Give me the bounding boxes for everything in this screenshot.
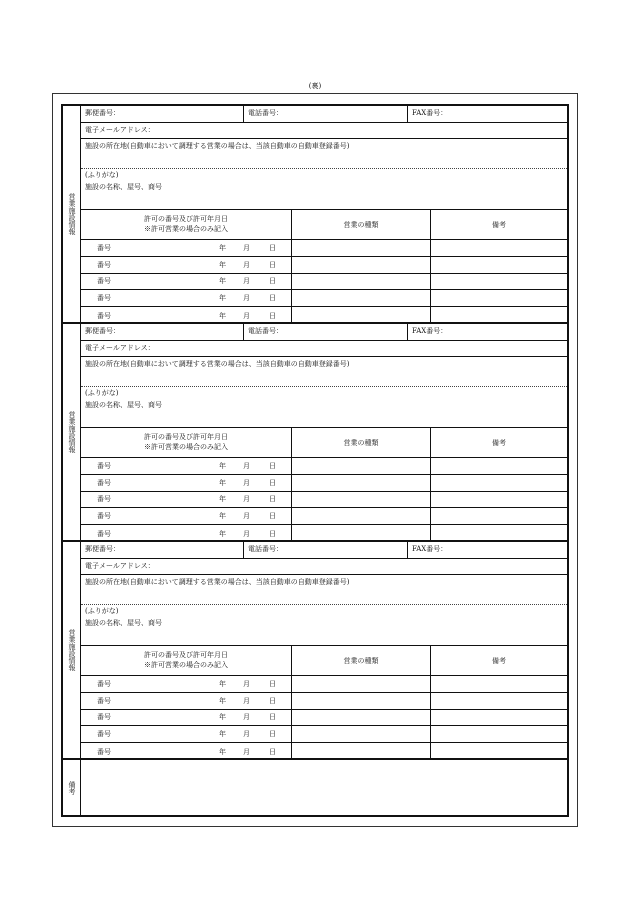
day-label: 日: [269, 512, 276, 521]
remarks-field[interactable]: [81, 760, 567, 815]
remarks-cell[interactable]: [430, 290, 567, 306]
permit-row: [81, 307, 567, 324]
permit-number-cell[interactable]: [81, 257, 291, 273]
remarks-cell[interactable]: [430, 726, 567, 742]
fax-label: FAX番号：: [412, 327, 448, 335]
type-header-cell: [291, 646, 430, 675]
phone-label: 電話番号：: [248, 109, 283, 117]
remarks-cell[interactable]: [430, 710, 567, 726]
permit-number-cell[interactable]: [81, 492, 291, 508]
fax-field[interactable]: [407, 542, 567, 558]
facility-name-row[interactable]: [81, 169, 567, 210]
permit-rows: [81, 676, 567, 760]
remarks-header-cell: [430, 646, 567, 675]
permit-row: [81, 240, 567, 257]
type-header: 営業の種類: [343, 656, 379, 665]
remarks-section: [63, 760, 567, 815]
number-label: 番号: [97, 461, 111, 470]
day-label: 日: [269, 713, 276, 722]
page-title: (裏): [308, 82, 322, 90]
permit-header-cell: [81, 428, 291, 457]
postal-code-field[interactable]: [81, 542, 243, 558]
business-type-cell[interactable]: [291, 726, 430, 742]
year-label: 年: [219, 512, 226, 521]
permit-header-row: [81, 210, 567, 240]
facility-name-label: 施設の名称、屋号、商号: [85, 183, 162, 191]
day-label: 日: [269, 461, 276, 470]
day-label: 日: [269, 260, 276, 269]
remarks-cell[interactable]: [430, 525, 567, 542]
permit-rows: [81, 240, 567, 324]
postal-code-label: 郵便番号：: [85, 109, 120, 117]
number-label: 番号: [97, 260, 111, 269]
day-label: 日: [269, 243, 276, 252]
postal-code-field[interactable]: [81, 324, 243, 340]
year-label: 年: [219, 243, 226, 252]
facility-section: [63, 324, 567, 542]
number-label: 番号: [97, 679, 111, 688]
type-header: 営業の種類: [343, 220, 379, 229]
postal-code-field[interactable]: [81, 106, 243, 122]
business-type-cell[interactable]: [291, 492, 430, 508]
month-label: 月: [243, 461, 250, 470]
number-label: 番号: [97, 696, 111, 705]
remarks-header-cell: [430, 428, 567, 457]
location-field[interactable]: [81, 357, 567, 386]
facility-name-label: 施設の名称、屋号、商号: [85, 619, 162, 627]
remarks-cell[interactable]: [430, 240, 567, 256]
permit-number-cell[interactable]: [81, 274, 291, 290]
month-label: 月: [243, 243, 250, 252]
number-label: 番号: [97, 311, 111, 320]
permit-header-cell: [81, 210, 291, 239]
side-label-cell: [63, 106, 81, 322]
location-row[interactable]: [81, 575, 567, 605]
business-type-cell[interactable]: [291, 475, 430, 491]
remarks-cell[interactable]: [430, 492, 567, 508]
year-label: 年: [219, 495, 226, 504]
email-row[interactable]: [81, 559, 567, 575]
permit-header-line2: ※許可営業の場合のみ記入: [144, 660, 228, 669]
form-table: [61, 104, 569, 817]
number-label: 番号: [97, 529, 111, 538]
permit-row: [81, 743, 567, 760]
number-label: 番号: [97, 747, 111, 756]
month-label: 月: [243, 311, 250, 320]
side-label-cell: [63, 324, 81, 540]
year-label: 年: [219, 461, 226, 470]
number-label: 番号: [97, 713, 111, 722]
remarks-cell[interactable]: [430, 676, 567, 692]
year-label: 年: [219, 747, 226, 756]
month-label: 月: [243, 495, 250, 504]
fax-field[interactable]: [407, 106, 567, 122]
remarks-cell[interactable]: [430, 257, 567, 273]
permit-header-cell: [81, 646, 291, 675]
number-label: 番号: [97, 277, 111, 286]
remarks-header-cell: [430, 210, 567, 239]
permit-number-cell[interactable]: [81, 290, 291, 306]
day-label: 日: [269, 495, 276, 504]
permit-row: [81, 257, 567, 274]
permit-row: [81, 492, 567, 509]
remarks-cell[interactable]: [430, 307, 567, 324]
month-label: 月: [243, 294, 250, 303]
remarks-cell[interactable]: [430, 508, 567, 524]
business-type-cell[interactable]: [291, 508, 430, 524]
day-label: 日: [269, 311, 276, 320]
postal-code-label: 郵便番号：: [85, 327, 120, 335]
remarks-cell[interactable]: [430, 458, 567, 474]
business-type-cell[interactable]: [291, 290, 430, 306]
year-label: 年: [219, 679, 226, 688]
facility-section: [63, 542, 567, 760]
furigana-label: (ふりがな): [85, 389, 119, 397]
permit-row: [81, 676, 567, 693]
permit-row: [81, 726, 567, 743]
month-label: 月: [243, 696, 250, 705]
email-label: 電子メールアドレス：: [85, 562, 155, 570]
permit-rows: [81, 458, 567, 542]
day-label: 日: [269, 277, 276, 286]
month-label: 月: [243, 713, 250, 722]
side-label: 営業施設情報: [68, 193, 76, 235]
year-label: 年: [219, 260, 226, 269]
permit-row: [81, 290, 567, 307]
permit-header-line1: 許可の番号及び許可年月日: [144, 215, 228, 224]
email-row[interactable]: [81, 341, 567, 357]
business-type-cell[interactable]: [291, 458, 430, 474]
email-label: 電子メールアドレス：: [85, 344, 155, 352]
year-label: 年: [219, 696, 226, 705]
location-row[interactable]: [81, 357, 567, 387]
remarks-header: 備考: [492, 438, 506, 447]
month-label: 月: [243, 529, 250, 538]
day-label: 日: [269, 294, 276, 303]
location-label: 施設の所在地(自動車において調理する営業の場合は、当該自動車の自動車登録番号): [85, 360, 350, 368]
permit-number-cell[interactable]: [81, 710, 291, 726]
remarks-cell[interactable]: [430, 743, 567, 760]
location-field[interactable]: [81, 575, 567, 604]
facility-name-field[interactable]: [81, 169, 567, 209]
fax-label: FAX番号：: [412, 545, 448, 553]
number-label: 番号: [97, 243, 111, 252]
remarks-cell[interactable]: [430, 475, 567, 491]
fax-field[interactable]: [407, 324, 567, 340]
furigana-label: (ふりがな): [85, 171, 119, 179]
number-label: 番号: [97, 495, 111, 504]
business-type-cell[interactable]: [291, 525, 430, 542]
permit-header-row: [81, 646, 567, 676]
permit-header-row: [81, 428, 567, 458]
permit-number-cell[interactable]: [81, 240, 291, 256]
month-label: 月: [243, 747, 250, 756]
section-content: [81, 542, 567, 758]
permit-number-cell[interactable]: [81, 508, 291, 524]
phone-label: 電話番号：: [248, 327, 283, 335]
email-field[interactable]: [81, 341, 567, 356]
location-label: 施設の所在地(自動車において調理する営業の場合は、当該自動車の自動車登録番号): [85, 142, 350, 150]
permit-row: [81, 274, 567, 291]
side-label: 営業施設情報: [68, 629, 76, 671]
facility-name-row[interactable]: [81, 387, 567, 428]
remarks-cell[interactable]: [430, 274, 567, 290]
contact-row: [81, 542, 567, 559]
contact-row: [81, 106, 567, 123]
year-label: 年: [219, 713, 226, 722]
facility-section: [63, 106, 567, 324]
section-content: [81, 324, 567, 540]
remarks-header: 備考: [492, 220, 506, 229]
location-label: 施設の所在地(自動車において調理する営業の場合は、当該自動車の自動車登録番号): [85, 578, 350, 586]
number-label: 番号: [97, 730, 111, 739]
email-row[interactable]: [81, 123, 567, 139]
month-label: 月: [243, 277, 250, 286]
number-label: 番号: [97, 512, 111, 521]
permit-row: [81, 693, 567, 710]
remarks-header: 備考: [492, 656, 506, 665]
type-header-cell: [291, 210, 430, 239]
permit-header-line2: ※許可営業の場合のみ記入: [144, 224, 228, 233]
facility-name-row[interactable]: [81, 605, 567, 646]
permit-header-line1: 許可の番号及び許可年月日: [144, 651, 228, 660]
type-header-cell: [291, 428, 430, 457]
email-label: 電子メールアドレス：: [85, 126, 155, 134]
fax-label: FAX番号：: [412, 109, 448, 117]
facility-name-field[interactable]: [81, 387, 567, 427]
section-content: [81, 106, 567, 322]
month-label: 月: [243, 478, 250, 487]
permit-number-cell[interactable]: [81, 676, 291, 692]
permit-number-cell[interactable]: [81, 475, 291, 491]
number-label: 番号: [97, 478, 111, 487]
month-label: 月: [243, 512, 250, 521]
day-label: 日: [269, 747, 276, 756]
day-label: 日: [269, 478, 276, 487]
year-label: 年: [219, 730, 226, 739]
permit-row: [81, 710, 567, 727]
phone-field[interactable]: [243, 106, 407, 122]
day-label: 日: [269, 730, 276, 739]
permit-number-cell[interactable]: [81, 458, 291, 474]
phone-label: 電話番号：: [248, 545, 283, 553]
facility-name-label: 施設の名称、屋号、商号: [85, 401, 162, 409]
permit-number-cell[interactable]: [81, 307, 291, 324]
permit-row: [81, 525, 567, 542]
facility-name-field[interactable]: [81, 605, 567, 645]
type-header: 営業の種類: [343, 438, 379, 447]
permit-header-line2: ※許可営業の場合のみ記入: [144, 442, 228, 451]
side-label: 営業施設情報: [68, 411, 76, 453]
permit-number-cell[interactable]: [81, 743, 291, 760]
business-type-cell[interactable]: [291, 710, 430, 726]
day-label: 日: [269, 696, 276, 705]
contact-row: [81, 324, 567, 341]
business-type-cell[interactable]: [291, 274, 430, 290]
business-type-cell[interactable]: [291, 693, 430, 709]
business-type-cell[interactable]: [291, 743, 430, 760]
day-label: 日: [269, 529, 276, 538]
month-label: 月: [243, 730, 250, 739]
remarks-label-cell: [63, 760, 81, 815]
side-label-cell: [63, 542, 81, 758]
permit-number-cell[interactable]: [81, 726, 291, 742]
permit-row: [81, 475, 567, 492]
furigana-label: (ふりがな): [85, 607, 119, 615]
remarks-cell[interactable]: [430, 693, 567, 709]
location-field[interactable]: [81, 139, 567, 168]
email-field[interactable]: [81, 123, 567, 138]
year-label: 年: [219, 294, 226, 303]
year-label: 年: [219, 311, 226, 320]
month-label: 月: [243, 260, 250, 269]
business-type-cell[interactable]: [291, 307, 430, 324]
remarks-label: 備考: [68, 780, 76, 795]
business-type-cell[interactable]: [291, 257, 430, 273]
phone-field[interactable]: [243, 542, 407, 558]
location-row[interactable]: [81, 139, 567, 169]
year-label: 年: [219, 478, 226, 487]
permit-row: [81, 458, 567, 475]
phone-field[interactable]: [243, 324, 407, 340]
postal-code-label: 郵便番号：: [85, 545, 120, 553]
business-type-cell[interactable]: [291, 240, 430, 256]
permit-header-line1: 許可の番号及び許可年月日: [144, 433, 228, 442]
month-label: 月: [243, 679, 250, 688]
permit-row: [81, 508, 567, 525]
permit-number-cell[interactable]: [81, 525, 291, 542]
year-label: 年: [219, 529, 226, 538]
business-type-cell[interactable]: [291, 676, 430, 692]
permit-number-cell[interactable]: [81, 693, 291, 709]
email-field[interactable]: [81, 559, 567, 574]
number-label: 番号: [97, 294, 111, 303]
year-label: 年: [219, 277, 226, 286]
day-label: 日: [269, 679, 276, 688]
